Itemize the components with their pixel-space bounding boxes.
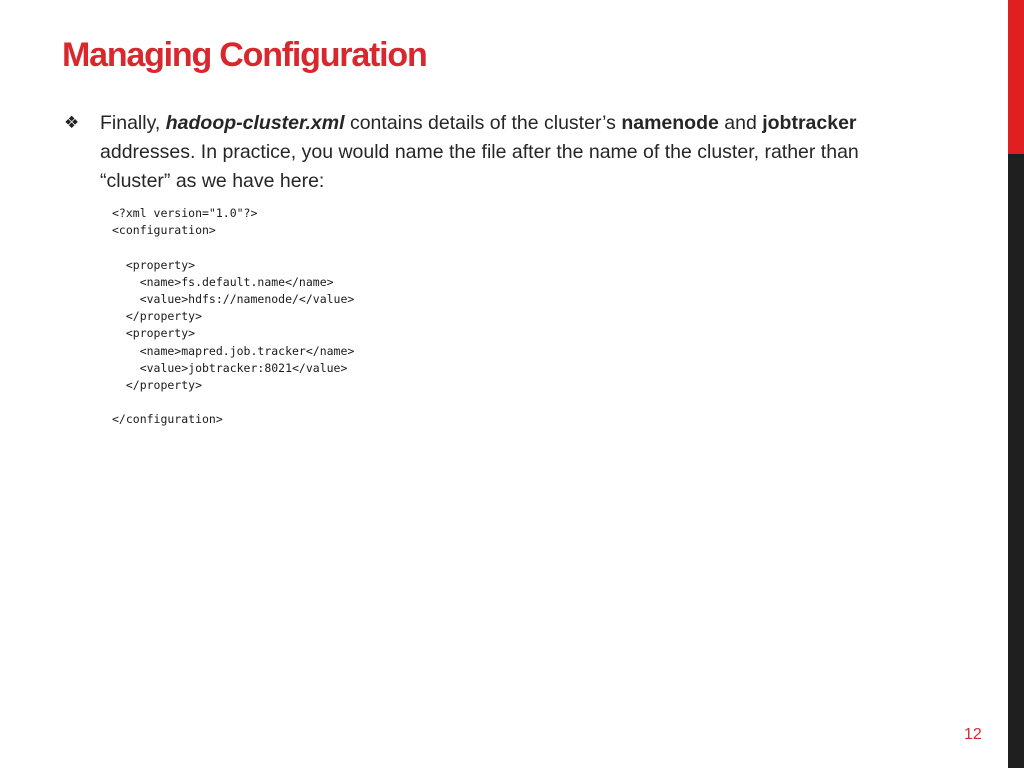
- code-line: </property>: [112, 378, 203, 393]
- filename-text: hadoop-cluster.xml: [165, 112, 345, 134]
- code-line: <?xml version="1.0"?>: [112, 206, 258, 220]
- paragraph-text: contains details of the cluster’s: [344, 112, 622, 134]
- side-dark-bar: [1008, 154, 1024, 768]
- slide-title: Managing Configuration: [62, 36, 427, 74]
- paragraph-text: and: [718, 112, 763, 134]
- paragraph-text: Finally,: [100, 112, 166, 134]
- namenode-term: namenode: [621, 112, 719, 134]
- code-line: <value>jobtracker:8021</value>: [112, 360, 348, 375]
- code-line: </configuration>: [112, 412, 223, 427]
- side-accent-bar: [1008, 0, 1024, 154]
- diamond-bullet-icon: ❖: [64, 113, 80, 132]
- code-line: <value>hdfs://namenode/</value>: [112, 292, 355, 307]
- paragraph-text: addresses. In practice, you would name the file after the name of the cluster, rather than “cluster” as we have here:: [100, 141, 859, 192]
- code-line: <name>fs.default.name</name>: [112, 274, 334, 289]
- code-line: <property>: [112, 326, 196, 341]
- page-number: 12: [964, 726, 982, 743]
- code-line: <configuration>: [112, 223, 216, 238]
- code-line: </property>: [112, 309, 203, 324]
- xml-code-block: [112, 205, 354, 429]
- bullet-paragraph: [100, 109, 900, 196]
- code-line: <property>: [112, 257, 196, 272]
- code-line: <name>mapred.job.tracker</name>: [112, 343, 355, 358]
- jobtracker-term: jobtracker: [762, 112, 857, 134]
